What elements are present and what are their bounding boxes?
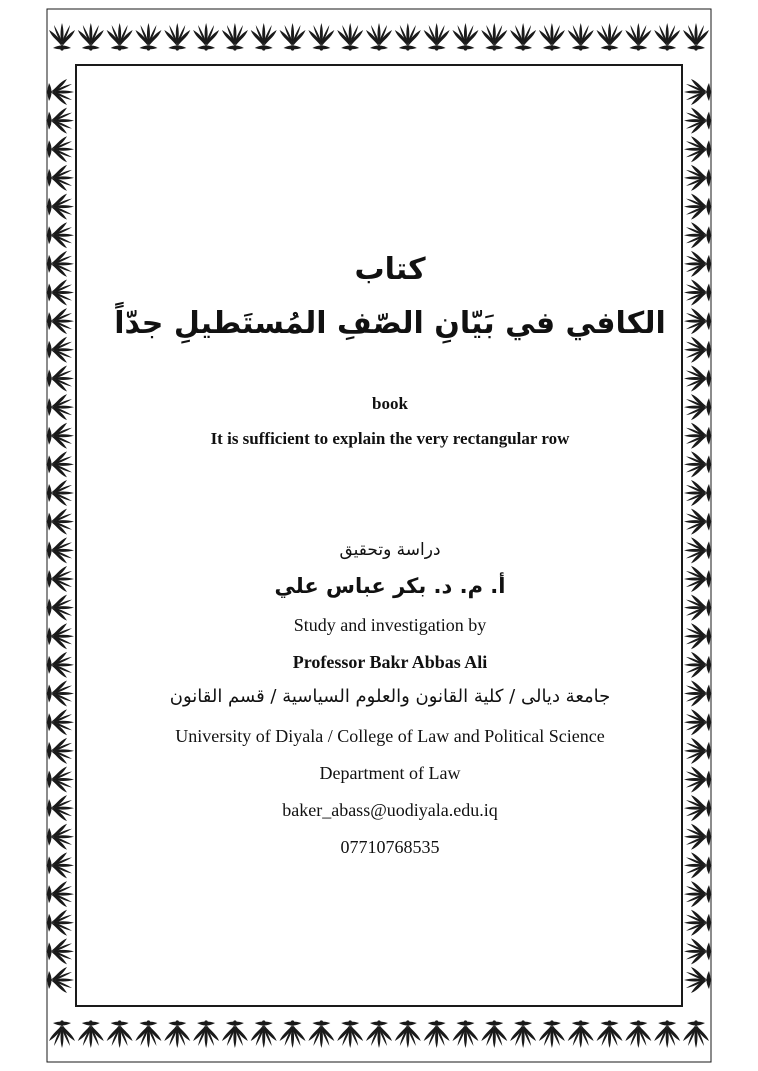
palmette-ornament-icon: [46, 365, 74, 391]
palmette-ornament-icon: [568, 1020, 594, 1048]
palmette-ornament-icon: [46, 480, 74, 506]
palmette-ornament-icon: [46, 938, 74, 964]
arabic-affiliation: جامعة ديالى / كلية القانون والعلوم السياسية / قسم القانون: [169, 686, 611, 707]
palmette-ornament-icon: [46, 824, 74, 850]
palmette-ornament-icon: [684, 795, 712, 821]
palmette-ornament-icon: [452, 1020, 478, 1048]
palmette-ornament-icon: [280, 23, 306, 51]
arabic-study-label: دراسة وتحقيق: [339, 540, 441, 560]
palmette-ornament-icon: [164, 1020, 190, 1048]
arabic-book-title: الكافي في بَيّانِ الصّفِ المُستَطيلِ جدّاً: [114, 306, 666, 341]
author-email: baker_abass@uodiyala.edu.iq: [282, 800, 498, 820]
palmette-ornament-icon: [684, 910, 712, 936]
palmette-ornament-icon: [308, 1020, 334, 1048]
border-bottom: [49, 1020, 709, 1048]
palmette-ornament-icon: [684, 194, 712, 220]
palmette-ornament-icon: [46, 766, 74, 792]
palmette-ornament-icon: [164, 23, 190, 51]
palmette-ornament-icon: [46, 394, 74, 420]
palmette-ornament-icon: [135, 1020, 161, 1048]
palmette-ornament-icon: [684, 79, 712, 105]
palmette-ornament-icon: [597, 23, 623, 51]
palmette-ornament-icon: [510, 1020, 536, 1048]
palmette-ornament-icon: [684, 108, 712, 134]
palmette-ornament-icon: [684, 881, 712, 907]
palmette-ornament-icon: [193, 23, 219, 51]
palmette-ornament-icon: [684, 165, 712, 191]
palmette-ornament-icon: [46, 251, 74, 277]
palmette-ornament-icon: [193, 1020, 219, 1048]
palmette-ornament-icon: [46, 681, 74, 707]
palmette-ornament-icon: [424, 23, 450, 51]
palmette-ornament-icon: [424, 1020, 450, 1048]
palmette-ornament-icon: [49, 1020, 75, 1048]
palmette-ornament-icon: [222, 23, 248, 51]
palmette-ornament-icon: [452, 23, 478, 51]
english-affiliation: University of Diyala / College of Law and Political Science: [175, 726, 605, 746]
english-author-name: Professor Bakr Abbas Ali: [292, 652, 488, 672]
palmette-ornament-icon: [222, 1020, 248, 1048]
palmette-ornament-icon: [46, 852, 74, 878]
palmette-ornament-icon: [684, 709, 712, 735]
palmette-ornament-icon: [251, 23, 277, 51]
palmette-ornament-icon: [46, 537, 74, 563]
palmette-ornament-icon: [107, 23, 133, 51]
palmette-ornament-icon: [46, 881, 74, 907]
palmette-ornament-icon: [625, 1020, 651, 1048]
palmette-ornament-icon: [46, 738, 74, 764]
palmette-ornament-icon: [46, 451, 74, 477]
palmette-ornament-icon: [684, 308, 712, 334]
palmette-ornament-icon: [366, 1020, 392, 1048]
palmette-ornament-icon: [684, 652, 712, 678]
palmette-ornament-icon: [395, 23, 421, 51]
palmette-ornament-icon: [46, 423, 74, 449]
palmette-ornament-icon: [135, 23, 161, 51]
english-study-label: Study and investigation by: [293, 615, 487, 635]
english-book-title: It is sufficient to explain the very rectangular row: [210, 429, 570, 448]
palmette-ornament-icon: [78, 1020, 104, 1048]
palmette-ornament-icon: [366, 23, 392, 51]
palmette-ornament-icon: [684, 824, 712, 850]
palmette-ornament-icon: [395, 1020, 421, 1048]
palmette-ornament-icon: [46, 967, 74, 993]
palmette-ornament-icon: [481, 1020, 507, 1048]
border-left: [46, 79, 74, 993]
palmette-ornament-icon: [684, 280, 712, 306]
border-right: [684, 79, 712, 993]
palmette-ornament-icon: [684, 595, 712, 621]
palmette-ornament-icon: [510, 23, 536, 51]
english-book-label: book: [372, 394, 408, 413]
author-phone: 07710768535: [340, 837, 440, 857]
palmette-ornament-icon: [684, 251, 712, 277]
palmette-ornament-icon: [654, 23, 680, 51]
palmette-ornament-icon: [684, 681, 712, 707]
palmette-ornament-icon: [481, 23, 507, 51]
palmette-ornament-icon: [684, 423, 712, 449]
palmette-ornament-icon: [46, 595, 74, 621]
palmette-ornament-icon: [684, 967, 712, 993]
palmette-ornament-icon: [683, 23, 709, 51]
palmette-ornament-icon: [78, 23, 104, 51]
palmette-ornament-icon: [46, 79, 74, 105]
palmette-ornament-icon: [46, 136, 74, 162]
palmette-ornament-icon: [280, 1020, 306, 1048]
palmette-ornament-icon: [597, 1020, 623, 1048]
palmette-ornament-icon: [46, 222, 74, 248]
palmette-ornament-icon: [337, 23, 363, 51]
palmette-ornament-icon: [46, 194, 74, 220]
palmette-ornament-icon: [568, 23, 594, 51]
palmette-ornament-icon: [684, 852, 712, 878]
palmette-ornament-icon: [684, 136, 712, 162]
palmette-ornament-icon: [683, 1020, 709, 1048]
border-top: [49, 23, 709, 51]
palmette-ornament-icon: [684, 738, 712, 764]
palmette-ornament-icon: [46, 709, 74, 735]
palmette-ornament-icon: [684, 337, 712, 363]
palmette-ornament-icon: [337, 1020, 363, 1048]
palmette-ornament-icon: [539, 23, 565, 51]
palmette-ornament-icon: [684, 451, 712, 477]
palmette-ornament-icon: [539, 1020, 565, 1048]
palmette-ornament-icon: [46, 910, 74, 936]
palmette-ornament-icon: [46, 108, 74, 134]
arabic-author-name: أ. م. د. بكر عباس علي: [274, 574, 506, 598]
arabic-kitab-heading: كتاب: [354, 252, 426, 287]
palmette-ornament-icon: [684, 222, 712, 248]
palmette-ornament-icon: [46, 509, 74, 535]
palmette-ornament-icon: [684, 938, 712, 964]
palmette-ornament-icon: [684, 480, 712, 506]
palmette-ornament-icon: [46, 165, 74, 191]
palmette-ornament-icon: [46, 280, 74, 306]
palmette-ornament-icon: [654, 1020, 680, 1048]
palmette-ornament-icon: [684, 537, 712, 563]
palmette-ornament-icon: [684, 394, 712, 420]
palmette-ornament-icon: [625, 23, 651, 51]
palmette-ornament-icon: [684, 623, 712, 649]
palmette-ornament-icon: [684, 566, 712, 592]
english-department: Department of Law: [319, 763, 461, 783]
palmette-ornament-icon: [46, 623, 74, 649]
palmette-ornament-icon: [107, 1020, 133, 1048]
palmette-ornament-icon: [46, 795, 74, 821]
palmette-ornament-icon: [46, 566, 74, 592]
palmette-ornament-icon: [684, 766, 712, 792]
palmette-ornament-icon: [46, 337, 74, 363]
palmette-ornament-icon: [308, 23, 334, 51]
palmette-ornament-icon: [684, 365, 712, 391]
palmette-ornament-icon: [46, 652, 74, 678]
palmette-ornament-icon: [46, 308, 74, 334]
palmette-ornament-icon: [684, 509, 712, 535]
palmette-ornament-icon: [49, 23, 75, 51]
palmette-ornament-icon: [251, 1020, 277, 1048]
